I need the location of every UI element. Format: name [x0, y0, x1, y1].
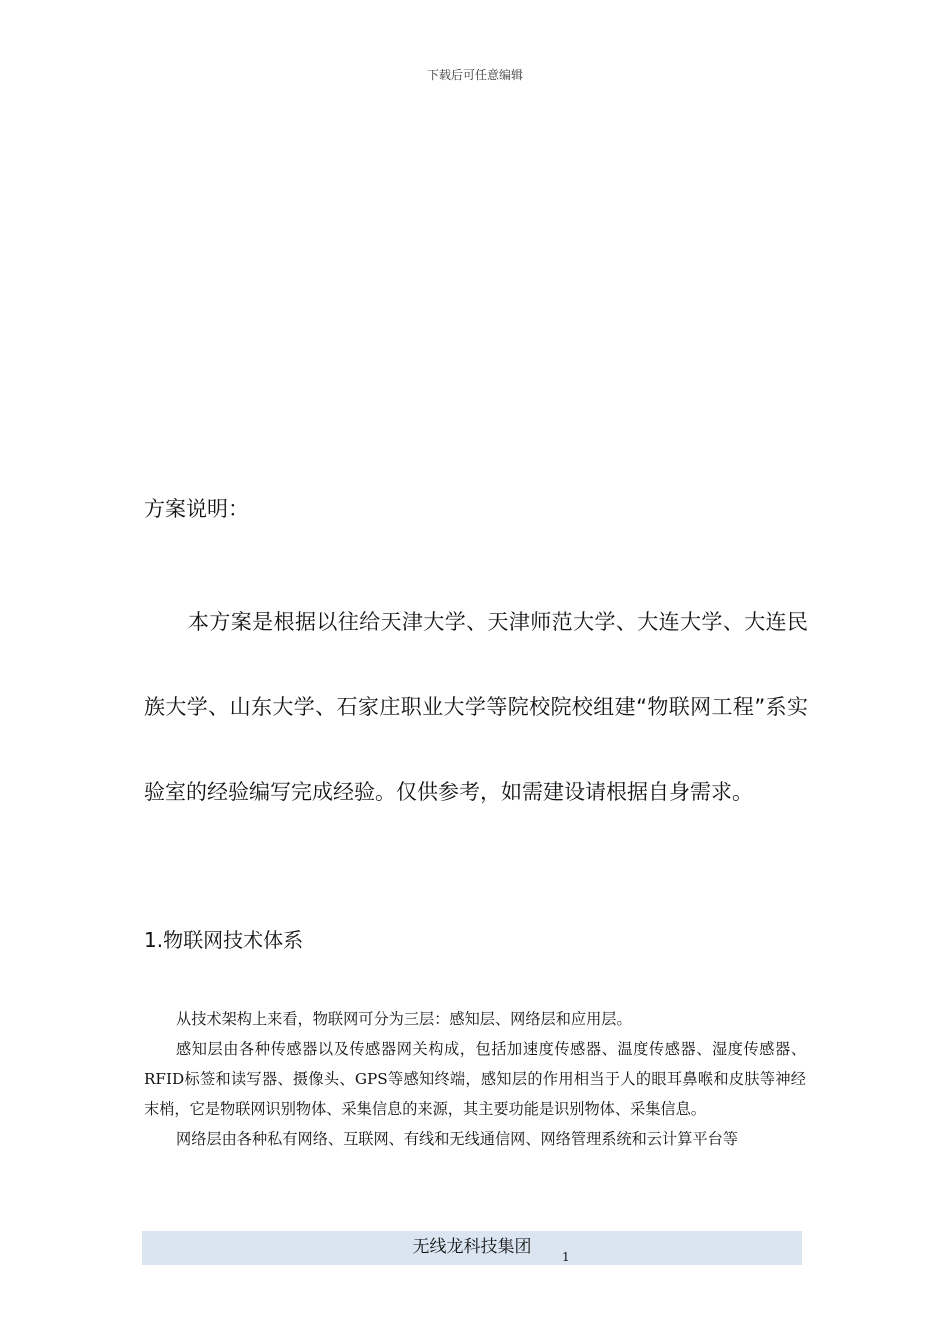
body-paragraph: 感知层由各种传感器以及传感器网关构成，包括加速度传感器、温度传感器、湿度传感器、RFID标签和读写器、摄像头、GPS等感知终端，感知层的作用相当于人的眼耳鼻喉和皮肤等神经末梢，它是物联网识别物体、采集信息的来源，其主要功能是识别物体、采集信息。 — [144, 1040, 806, 1118]
scheme-heading: 方案说明： — [144, 497, 249, 521]
page-number: 1 — [562, 1250, 570, 1264]
body-paragraph: 从技术架构上来看，物联网可分为三层：感知层、网络层和应用层。 — [176, 1010, 632, 1028]
body-paragraph: 网络层由各种私有网络、互联网、有线和无线通信网、网络管理系统和云计算平台等 — [176, 1130, 738, 1148]
footer-bar — [142, 1231, 802, 1265]
footer-company-name: 无线龙科技集团 — [412, 1237, 532, 1257]
header-note: 下载后可任意编辑 — [426, 68, 523, 82]
scheme-paragraph: 本方案是根据以往给天津大学、天津师范大学、大连大学、大连民族大学、山东大学、石家庄职业大学等院校院校组建“物联网工程”系实验室的经验编写完成经验。仅供参考，如需建设请根据自身需求。 — [144, 610, 808, 804]
section-heading: 1.物联网技术体系 — [144, 928, 304, 952]
section-body — [144, 1004, 806, 1154]
